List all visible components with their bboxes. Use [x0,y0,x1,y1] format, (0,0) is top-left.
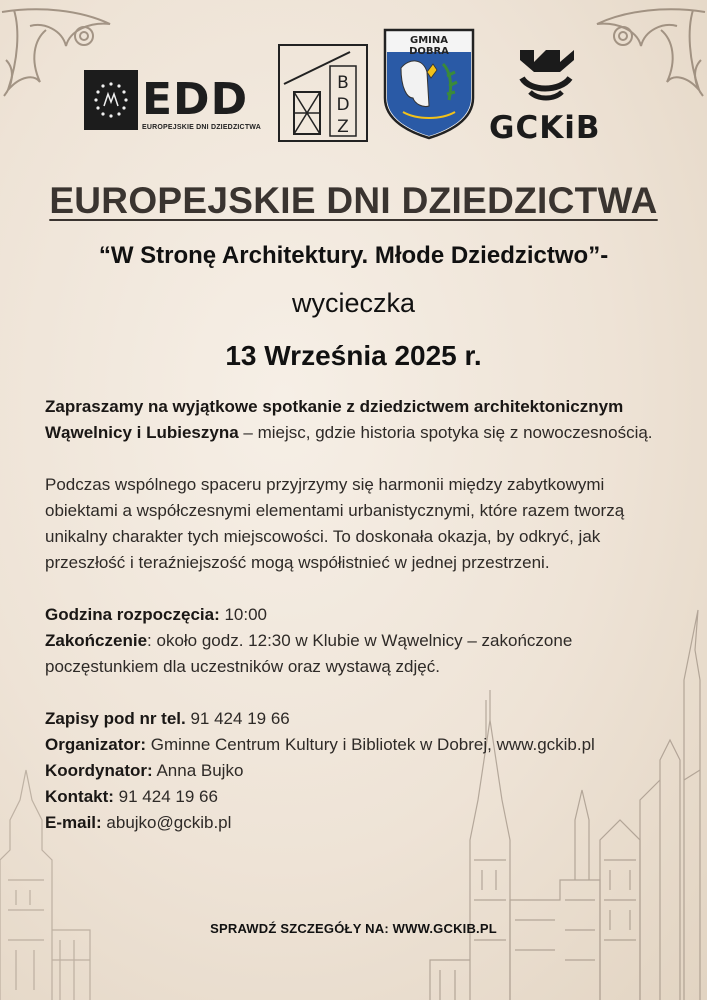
gckib-logo-text: GCKiB [489,110,601,146]
end-time-label: Zakończenie [45,631,148,650]
gmina-dobra-label: GMINA DOBRA [409,35,449,57]
event-type: wycieczka [291,288,416,318]
contact-line [45,784,670,810]
bdz-letter-b: B [337,73,349,93]
page-title-text: EUROPEJSKIE DNI DZIEDZICTWA [49,180,658,221]
bdz-letter-d: D [336,95,350,115]
intro-rest-text: – miejsc, gdzie historia spotyka się z nowoczesnością. [238,423,653,442]
start-time-line [45,602,670,628]
end-time-line [45,628,670,680]
description-paragraph: Podczas wspólnego spaceru przyjrzymy się harmonii między zabytkowymi obiektami a współczesnymi elementami urbanistycznymi, które razem tworzą unikalny charakter tych miejscowości. To doskonała okazja, by odkryć, jak przeszłość i teraźniejszość mogą współistnieć w jednej przestrzeni. [45,475,625,572]
intro-bold-text: Zapraszamy na wyjątkowe spotkanie z dziedzictwem architektonicznym Wąwelnicy i Lubieszyna [45,397,624,442]
page-title [0,180,707,222]
start-time-value: 10:00 [219,605,268,624]
event-subtitle: “W Stronę Architektury. Młode Dziedzictwo”- [98,242,609,269]
intro-paragraph [45,394,670,446]
start-time-label: Godzina rozpoczęcia: [45,605,220,624]
coordinator-value: Anna Bujko [152,761,244,780]
edd-stars-icon [84,70,138,130]
edd-logo-subtitle: EUROPEJSKIE DNI DZIEDZICTWA [142,124,261,131]
contact-phone: 91 424 19 66 [113,787,218,806]
signup-phone: 91 424 19 66 [185,709,290,728]
email-value: abujko@gckib.pl [101,813,232,832]
edd-logo-text: EDD [142,74,249,125]
coordinator-label: Koordynator: [45,761,153,780]
email-line [45,810,670,836]
organizer-value: Gminne Centrum Kultury i Bibliotek w Dobrej, www.gckib.pl [146,735,595,754]
event-date: 13 Września 2025 r. [225,340,482,371]
coordinator-line [45,758,670,784]
contact-label: Kontakt: [45,787,114,806]
gckib-symbol-icon [516,48,576,109]
logo-strip [0,26,707,146]
email-label: E-mail: [45,813,102,832]
bdz-logo [278,44,368,147]
event-description [45,394,670,836]
signup-label: Zapisy pod nr tel. [45,709,186,728]
signup-line [45,706,670,732]
footer-website-note: SPRAWDŹ SZCZEGÓŁY NA: WWW.GCKIB.PL [210,921,497,936]
organizer-line [45,732,670,758]
end-time-value: : około godz. 12:30 w Klubie w Wąwelnicy – zakończone poczęstunkiem dla uczestników oraz wystawą zdjęć. [45,631,573,676]
organizer-label: Organizator: [45,735,147,754]
bdz-letter-z: Z [337,117,349,137]
